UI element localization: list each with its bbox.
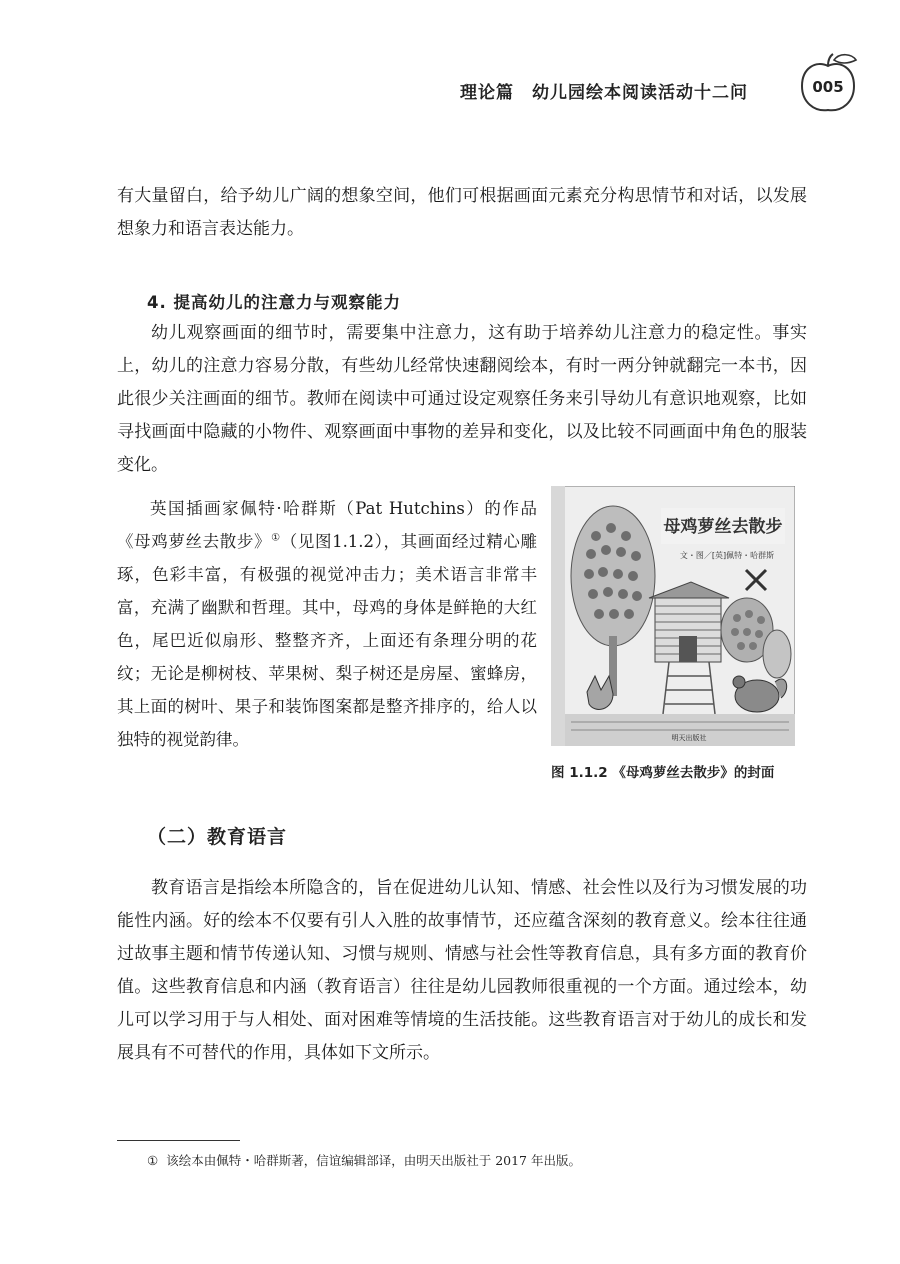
page-number: 005 (812, 78, 844, 96)
book-title: 母鸡萝丝去散步 (663, 517, 783, 537)
book-cover-illustration (551, 486, 795, 746)
book-publisher: 明天出版社 (671, 734, 707, 742)
hutchins-text-a: 英国插画家佩特·哈群斯（Pat Hutchins）的作品《母鸡萝丝去散步》 (117, 499, 537, 551)
section-heading: （二）教育语言 (147, 826, 288, 848)
footnote-text: 该绘本由佩特・哈群斯著，信谊编辑部译，由明天出版社于 2017 年出版。 (166, 1153, 581, 1168)
paragraph-hutchins (117, 492, 537, 756)
page-number-badge (798, 52, 864, 118)
book-credit: 文・图／[英]佩特・哈群斯 (679, 551, 775, 560)
footnote (147, 1152, 807, 1170)
footnote-mark: ① (147, 1153, 159, 1168)
subsection-heading: 4. 提高幼儿的注意力与观察能力 (147, 293, 401, 312)
footnote-divider (117, 1140, 240, 1141)
footnote-reference: ① (271, 532, 281, 544)
book-cover-figure (551, 486, 795, 746)
paragraph-attention: 幼儿观察画面的细节时，需要集中注意力，这有助于培养幼儿注意力的稳定性。事实上，幼儿的注意力容易分散，有些幼儿经常快速翻阅绘本，有时一两分钟就翻完一本书，因此很少关注画面的细节。教师在阅读中可通过设定观察任务来引导幼儿有意识地观察，比如寻找画面中隐藏的小物件、观察画面中事物的差异和变化，以及比较不同画面中角色的服装变化。 (117, 323, 807, 475)
hutchins-text-b: （见图1.1.2），其画面经过精心雕琢，色彩丰富，有极强的视觉冲击力；美术语言非常丰富，充满了幽默和哲理。其中，母鸡的身体是鲜艳的大红色，尾巴近似扇形、整整齐齐，上面还有条理分明的花纹；无论是柳树枝、苹果树、梨子树还是房屋、蜜蜂房，其上面的树叶、果子和装饰图案都是整齐排序的，给人以独特的视觉韵律。 (117, 532, 538, 749)
paragraph-continuation: 有大量留白，给予幼儿广阔的想象空间，他们可根据画面元素充分构思情节和对话，以发展想象力和语言表达能力。 (117, 186, 807, 239)
running-header: 理论篇 幼儿园绘本阅读活动十二问 (460, 83, 748, 103)
figure-caption: 图 1.1.2 《母鸡萝丝去散步》的封面 (551, 765, 775, 781)
paragraph-education: 教育语言是指绘本所隐含的，旨在促进幼儿认知、情感、社会性以及行为习惯发展的功能性内涵。好的绘本不仅要有引人入胜的故事情节，还应蕴含深刻的教育意义。绘本往往通过故事主题和情节传递认知、习惯与规则、情感与社会性等教育信息，具有多方面的教育价值。这些教育信息和内涵（教育语言）往往是幼儿园教师很重视的一个方面。通过绘本，幼儿可以学习用于与人相处、面对困难等情境的生活技能。这些教育语言对于幼儿的成长和发展具有不可替代的作用，具体如下文所示。 (117, 878, 807, 1063)
